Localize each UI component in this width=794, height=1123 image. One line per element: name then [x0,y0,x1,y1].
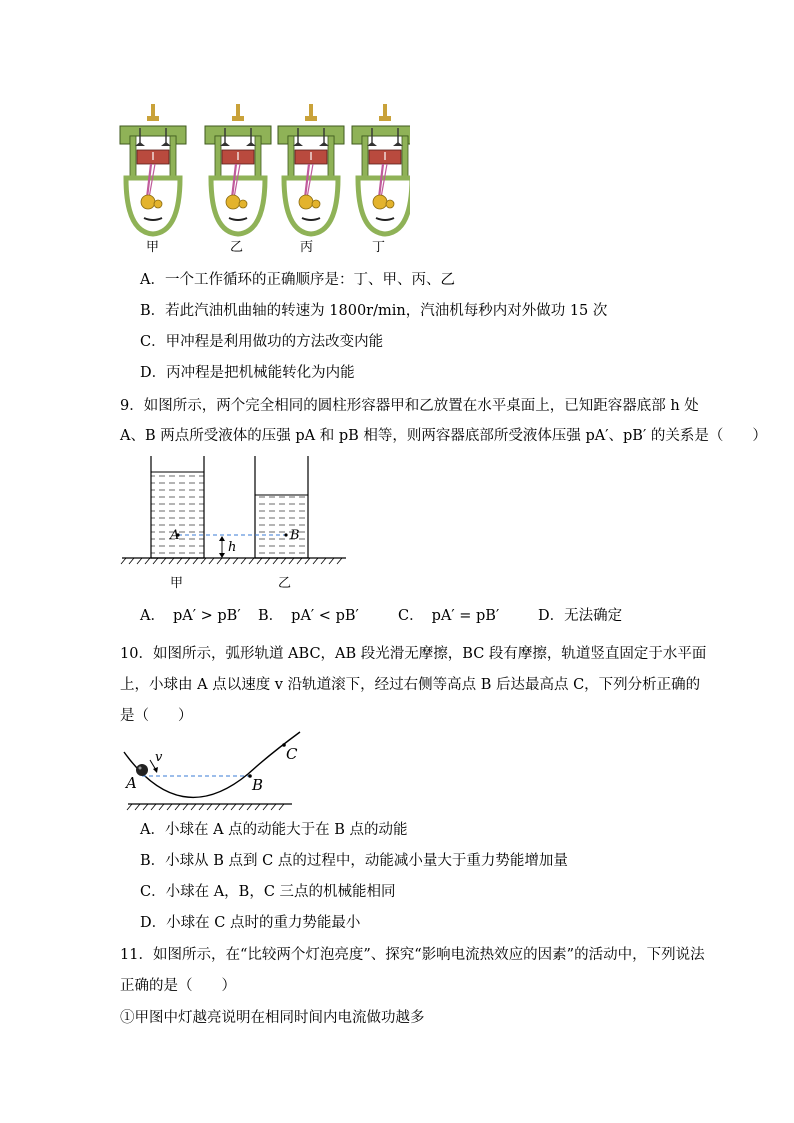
engine-label-ding: 丁 [372,240,386,255]
q9-option-a: A． pA′ > pB′ [140,608,241,624]
q11-stem-line1: 11．如图所示，在“比较两个灯泡亮度”、探究“影响电流热效应的因素”的活动中，下列说法 [120,947,705,963]
q10-stem-line3: 是（ ） [120,708,193,724]
track-point-a-label: A [126,774,137,792]
q10-stem-line2: 上，小球由 A 点以速度 v 沿轨道滚下，经过右侧等高点 B 后达最高点 C，下列分析正确的 [120,677,701,693]
q9-stem-line2: A、B 两点所受液体的压强 pA 和 pB 相等，则两容器底部所受液体压强 pA′、pB′ 的关系是（ ） [120,428,767,444]
q8-option-b: B．若此汽油机曲轴的转速为 1800r/min，汽油机每秒内对外做功 15 次 [140,303,608,319]
velocity-label: v [155,750,163,765]
q9-stem-line1: 9．如图所示，两个完全相同的圆柱形容器甲和乙放置在水平桌面上，已知距容器底部 h 处 [120,398,699,414]
q9-option-c: C． pA′ = pB′ [398,608,500,624]
q9-option-b: B． pA′ < pB′ [258,608,359,624]
track-figure [120,730,310,820]
engine-label-yi: 乙 [230,240,244,255]
q9-option-d: D．无法确定 [538,608,623,624]
container-label-jia: 甲 [170,576,184,591]
q9-option-a-text: pA′ > pB′ [172,608,241,624]
q10-option-a: A．小球在 A 点的动能大于在 B 点的动能 [140,822,408,838]
q10-option-b: B．小球从 B 点到 C 点的过程中，动能减小量大于重力势能增加量 [140,853,568,869]
track-point-c-label: C [286,745,298,763]
q9-option-b-text: pA′ < pB′ [291,608,359,624]
container-label-yi: 乙 [278,576,292,591]
track-point-b-label: B [252,776,264,794]
engine-label-bing: 丙 [300,240,314,255]
q8-option-a: A．一个工作循环的正确顺序是：丁、甲、丙、乙 [140,272,455,288]
q9-option-c-text: pA′ = pB′ [431,608,500,624]
q8-option-d: D．丙冲程是把机械能转化为内能 [140,365,355,381]
q8-option-c: C．甲冲程是利用做功的方法改变内能 [140,334,384,350]
height-label: h [228,540,237,555]
q11-item-1: ①甲图中灯越亮说明在相同时间内电流做功越多 [120,1010,425,1026]
q10-option-c: C．小球在 A，B，C 三点的机械能相同 [140,884,396,900]
q10-stem-line1: 10．如图所示，弧形轨道 ABC，AB 段光滑无摩擦，BC 段有摩擦，轨道竖直固定于水平面 [120,646,707,662]
engine-label-jia: 甲 [146,240,160,255]
point-b-label: B [290,528,300,543]
q11-stem-line2: 正确的是（ ） [120,978,236,994]
point-a-label: A [170,528,180,543]
q10-option-d: D．小球在 C 点时的重力势能最小 [140,915,361,931]
